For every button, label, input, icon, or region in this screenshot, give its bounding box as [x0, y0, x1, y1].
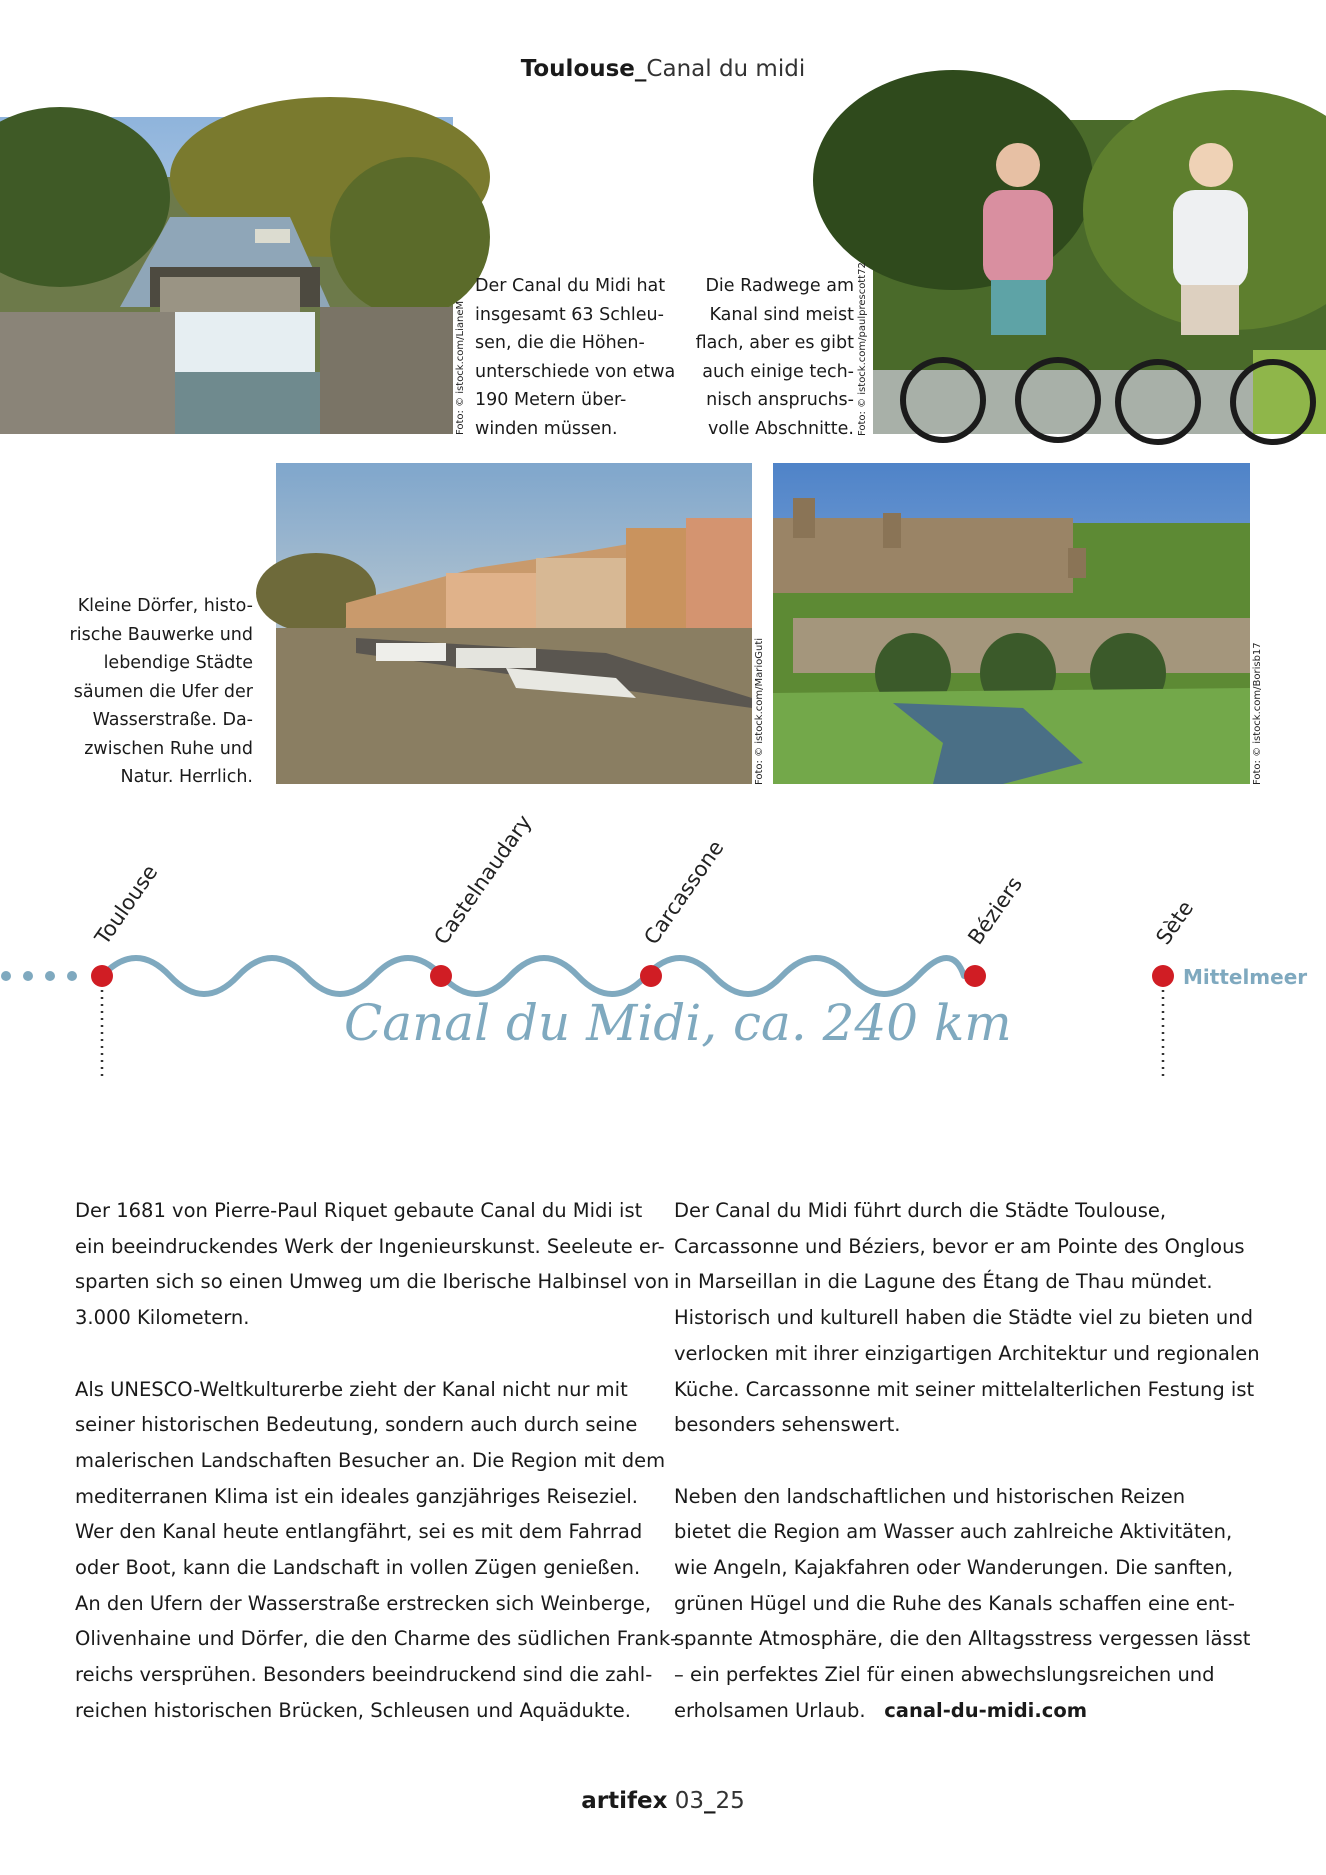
- body-paragraph: Neben den landschaftlichen und historischen Reizen bietet die Region am Wasser auch zahlreiche Aktivitäten, wie Angeln, Kajakfahren oder Wanderungen. Die sanften, grünen Hügel und die Ruhe des Kanals schaffen eine ent- spannte Atmosphäre, die den Alltagsstress vergessen lässt – ein perfektes Ziel für einen abwechslungsreichen und erholsamen Urlaub. canal-du-midi.com: [674, 1484, 1251, 1722]
- footer-issue: 03: [667, 1788, 704, 1814]
- website-link[interactable]: canal-du-midi.com: [884, 1698, 1088, 1722]
- caption-locks: Der Canal du Midi hat insgesamt 63 Schleu- sen, die die Höhen- unterschiede von etwa 190 Metern über- winden müssen.: [475, 276, 676, 439]
- station-dot-castelnaudary: [430, 965, 452, 987]
- station-label-toulouse: Toulouse: [90, 860, 163, 949]
- body-paragraph: Der 1681 von Pierre-Paul Riquet gebaute Canal du Midi ist ein beeindruckendes Werk der Ingenieurskunst. Seeleute er- sparten sich so einen Umweg um die Iberische Halbinsel von 3.000 Kilometern.: [75, 1199, 670, 1330]
- station-label-carcassone: Carcassone: [639, 836, 729, 949]
- page-header: [0, 56, 1326, 82]
- station-dot-sete: [1152, 965, 1174, 987]
- canal-wave-line: [102, 958, 964, 994]
- body-column-right: [674, 1193, 1260, 1729]
- town-photo: [276, 463, 765, 785]
- cyclists-photo-credit: Foto: © istock.com/paulprescott72: [857, 262, 868, 436]
- caption-bike: Die Radwege am Kanal sind meist flach, aber es gibt auch einige tech- nisch anspruchs- volle Abschnitte.: [695, 276, 854, 439]
- caption-villages: Kleine Dörfer, histo- rische Bauwerke und lebendige Städte säumen die Ufer der Wasserstraße. Da- zwischen Ruhe und Natur. Herrlich.: [69, 596, 253, 787]
- station-dot-carcassone: [640, 965, 662, 987]
- body-paragraph: Der Canal du Midi führt durch die Städte Toulouse, Carcassonne und Béziers, bevor er am Pointe des Onglous in Marseillan in die Lagune des Étang de Thau mündet. Historisch und kulturell haben die Städte viel zu bieten und verlocken mit ihrer einzigartigen Architektur und regionalen Küche. Carcassonne mit seiner mittelalterlichen Festung ist besonders sehenswert.: [674, 1199, 1260, 1437]
- cyclists-photo-image: [873, 120, 1326, 434]
- station-label-sete: Sète: [1151, 896, 1199, 949]
- leading-dot: [67, 971, 77, 981]
- town-photo-credit: Foto: © istock.com/MarioGuti: [754, 637, 765, 785]
- cyclists-photo: [857, 120, 1326, 436]
- body-column-left: [75, 1193, 678, 1729]
- carcassonne-photo: [773, 463, 1263, 785]
- footer-year: 25: [715, 1788, 745, 1814]
- leading-dot: [1, 971, 11, 981]
- lock-photo-credit: Foto: © istock.com/LianeM: [455, 300, 466, 435]
- footer-separator: _: [703, 1788, 716, 1814]
- leading-dot: [45, 971, 55, 981]
- lock-photo-image: [0, 117, 453, 434]
- destination-label: Mittelmeer: [1183, 965, 1308, 989]
- carcassonne-photo-credit: Foto: © istock.com/Borisb17: [1252, 642, 1263, 785]
- canal-title: Canal du Midi, ca. 240 km: [344, 994, 1012, 1052]
- header-topic: Canal du midi: [646, 56, 806, 82]
- station-dot-beziers: [964, 965, 986, 987]
- town-photo-image: [276, 463, 752, 784]
- station-dot-toulouse: [91, 965, 113, 987]
- station-label-castelnaudary: Castelnaudary: [429, 810, 537, 949]
- body-paragraph: Als UNESCO-Weltkulturerbe zieht der Kanal nicht nur mit seiner historischen Bedeutung, sondern auch durch seine malerischen Landschaften Besucher an. Die Region mit dem mediterranen Klima ist ein ideales ganzjähriges Reiseziel. Wer den Kanal heute entlangfährt, sei es mit dem Fahrrad oder Boot, kann die Landschaft in vollen Zügen genießen. An den Ufern der Wasserstraße erstrecken sich Weinberge, Olivenhaine und Dörfer, die den Charme des südlichen Frank- reichs versprühen. Besonders beeindruckend sind die zahl- reichen historischen Brücken, Schleusen und Aquädukte.: [75, 1377, 678, 1722]
- carcassonne-photo-image: [773, 463, 1250, 784]
- page-footer: [0, 1788, 1326, 1814]
- footer-magazine: artifex: [581, 1788, 668, 1814]
- header-section: Toulouse_: [520, 56, 647, 82]
- leading-dot: [23, 971, 33, 981]
- lock-photo: [0, 117, 466, 435]
- station-label-beziers: Béziers: [963, 872, 1027, 949]
